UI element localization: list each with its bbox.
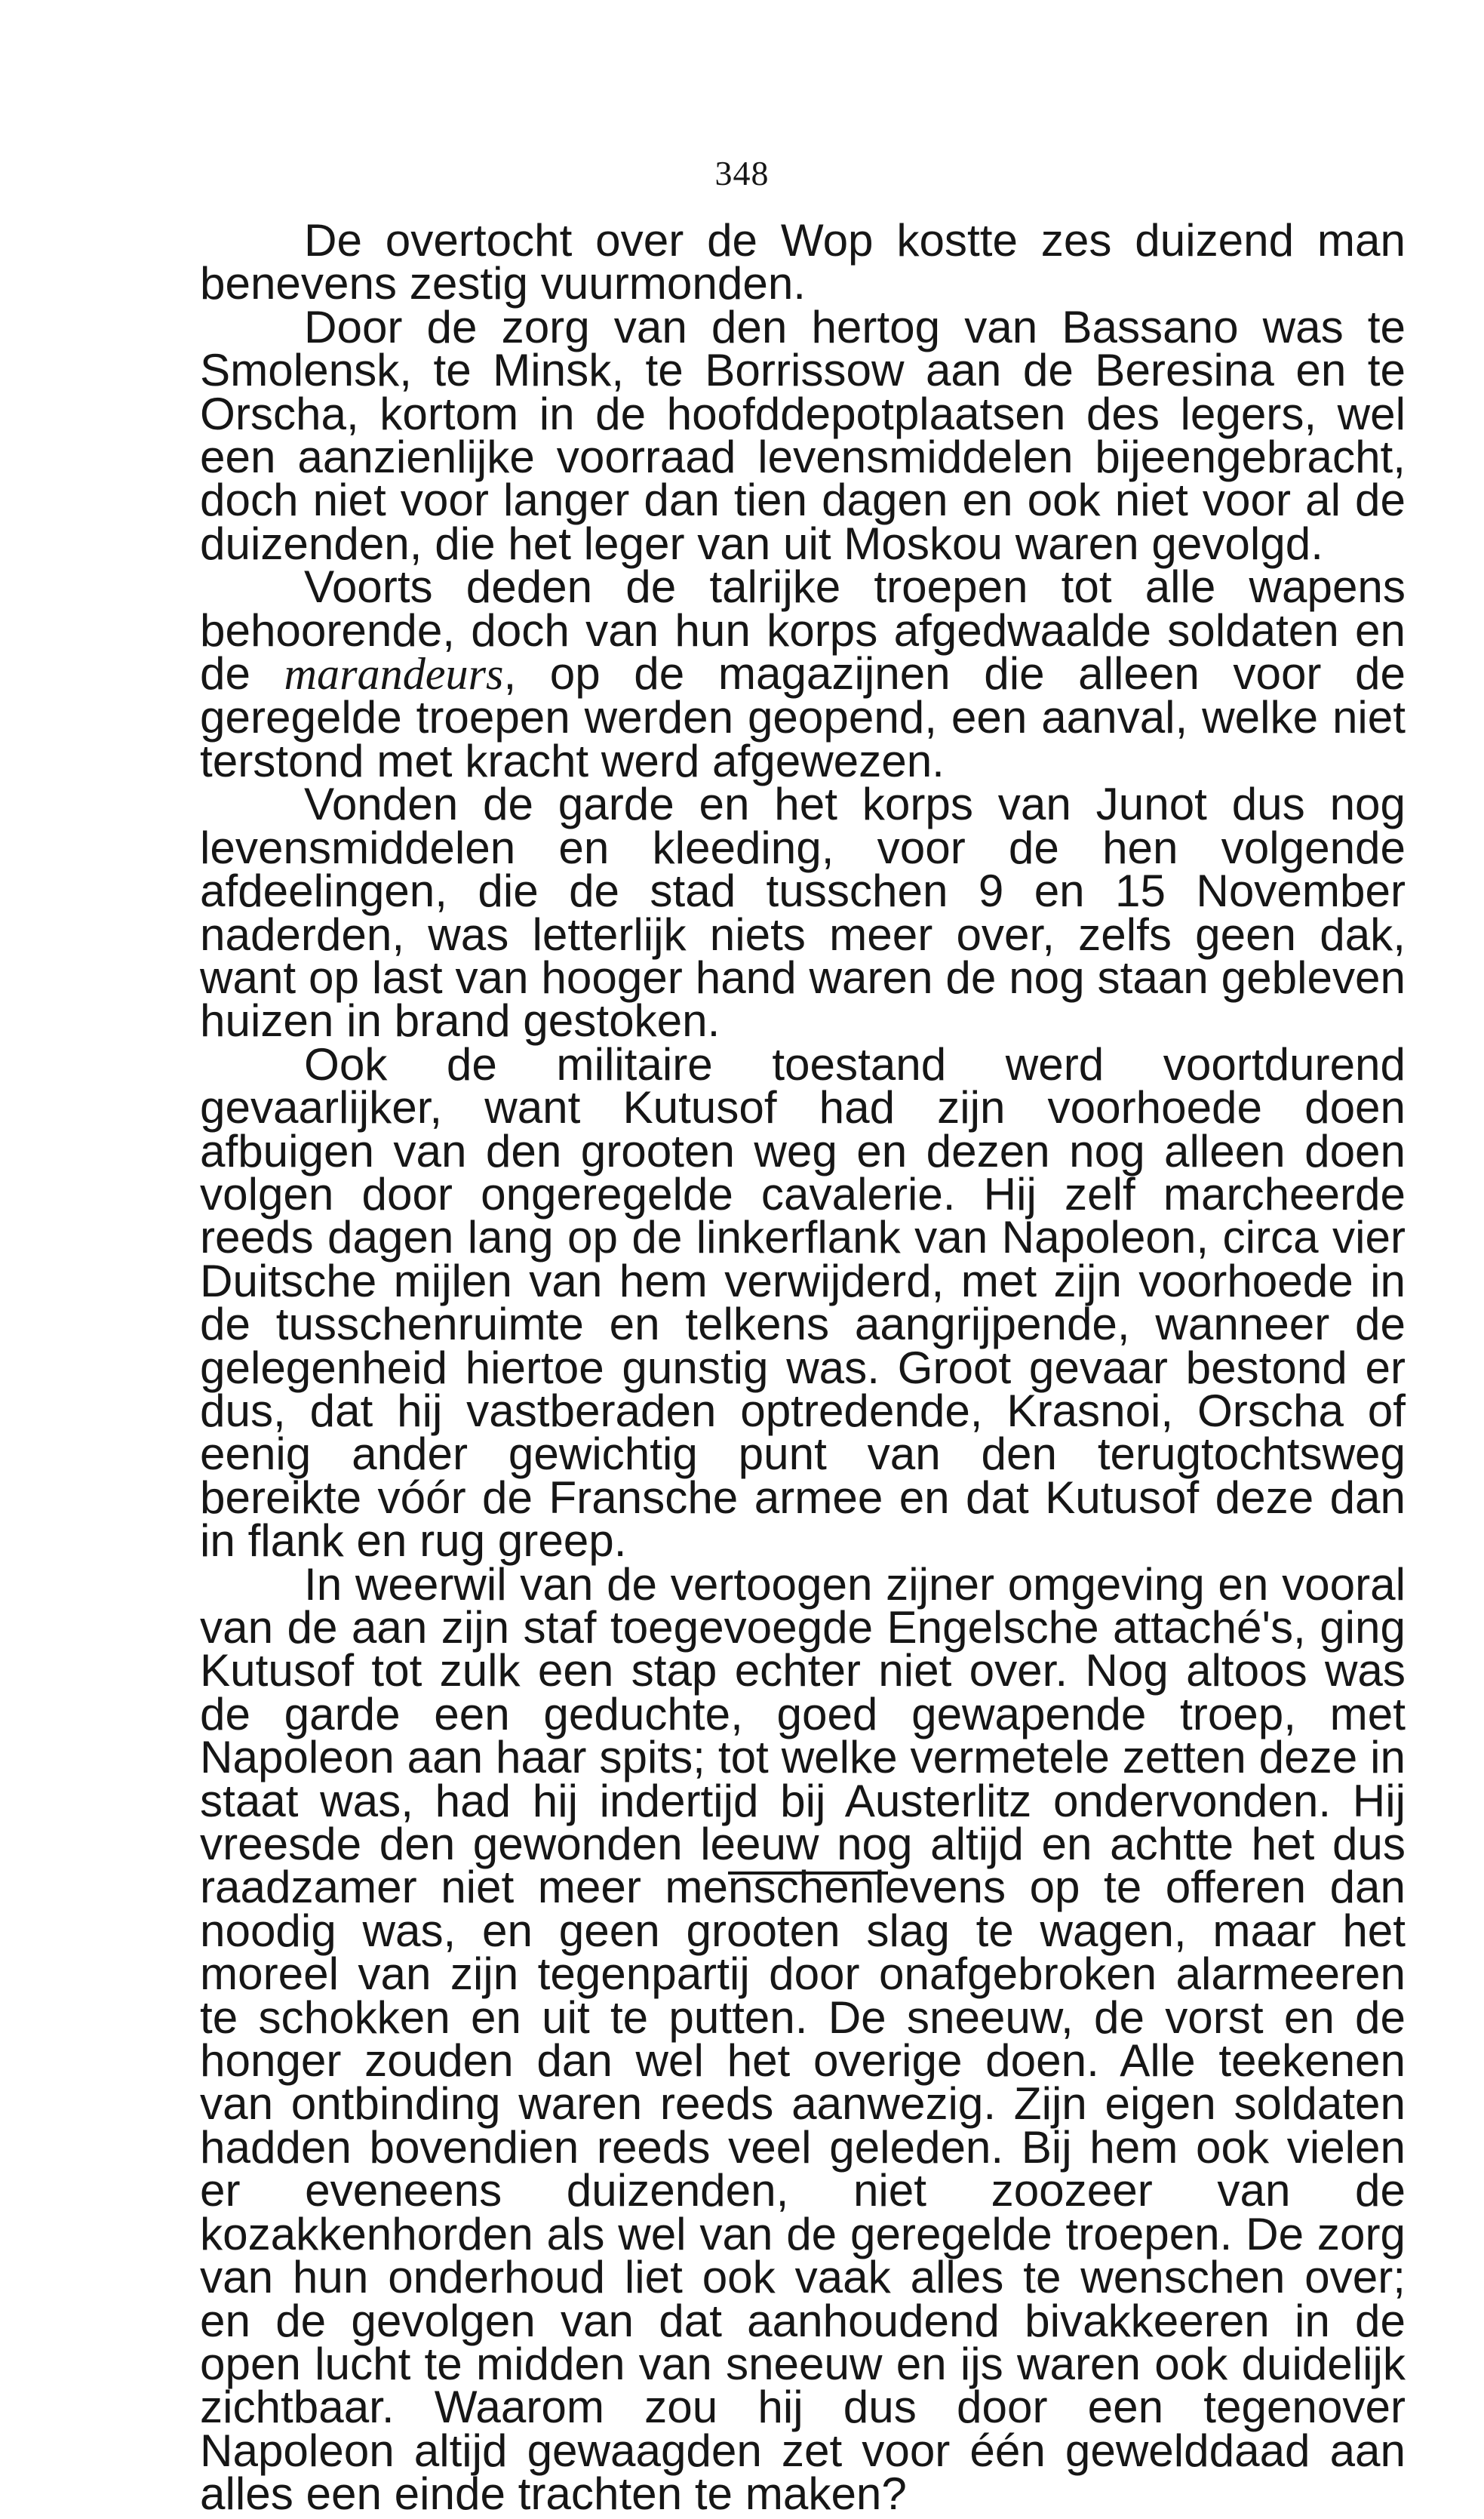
paragraph-2: Door de zorg van den hertog van Bassano was te Smolensk, te Minsk, te Borrissow aan de Beresina en te Orscha, kortom in de hoofddepotplaatsen des legers, wel een aanzienlijke voorraad levensmiddelen bijeengebracht, doch niet voor langer dan tien dagen en ook niet voor al de duizenden, die het leger van uit Moskou waren gevolgd.	[200, 301, 1406, 569]
paragraph-5: Ook de militaire toestand werd voortdurend gevaarlijker, want Kutusof had zijn voorhoede doen afbuigen van den grooten weg en dezen nog alleen doen volgen door ongeregelde cavalerie. Hij zelf marcheerde reeds dagen lang op de linkerflank van Napoleon, circa vier Duitsche mijlen van hem verwijderd, met zijn voorhoede in de tusschenruimte en telkens aangrijpende, wanneer de gelegenheid hiertoe gunstig was. Groot gevaar bestond er dus, dat hij vastberaden optredende, Krasnoi, Orscha of eenig ander gewichtig punt van den terugtochtsweg bereikte vóór de Fransche armee en dat Kutusof deze dan in flank en rug greep.	[200, 1038, 1406, 1567]
paragraph-1: De overtocht over de Wop kostte zes duizend man benevens zestig vuurmonden.	[200, 215, 1406, 309]
paragraph-3-text-before: Voorts deden de talrijke troepen tot alle wapens behoorende, doch van hun korps afgedwaalde soldaten en de	[200, 561, 1406, 700]
page-number: 348	[714, 154, 770, 192]
paragraph-3	[200, 561, 1406, 786]
paragraph-3-text-after: , op de magazijnen die alleen voor de geregelde troepen werden geopend, een aanval, welke niet terstond met kracht werd afgewezen.	[200, 648, 1406, 786]
paragraph-4: Vonden de garde en het korps van Junot dus nog levensmiddelen en kleeding, voor de hen volgende afdeelingen, die de stad tusschen 9 en 15 November naderden, was letterlijk niets meer over, zelfs geen dak, want op last van hooger hand waren de nog staan gebleven huizen in brand gestoken.	[200, 779, 1406, 1047]
italic-term: marandeurs	[284, 649, 504, 700]
end-of-chapter-rule	[728, 1872, 888, 1875]
paragraph-6: In weerwil van de vertoogen zijner omgeving en vooral van de aan zijn staf toegevoegde Engelsche attaché's, ging Kutusof tot zulk een stap echter niet over. Nog altoos was de garde een geduchte, goed gewapende troep, met Napoleon aan haar spits; tot welke vermetele zetten deze in staat was, had hij indertijd bij Austerlitz ondervonden. Hij vreesde den gewonden leeuw nog altijd en achtte het dus raadzamer niet meer menschenlevens op te offeren dan noodig was, en geen grooten slag te wagen, maar het moreel van zijn tegenpartij door onafgebroken alarmeeren te schokken en uit te putten. De sneeuw, de vorst en de honger zouden dan wel het overige doen. Alle teekenen van ontbinding waren reeds aanwezig. Zijn eigen soldaten hadden bovendien reeds veel geleden. Bij hem ook vielen er eveneens duizenden, niet zoozeer van de kozakkenhorden als wel van de geregelde troepen. De zorg van hun onderhoud liet ook vaak alles te wenschen over; en de gevolgen van dat aanhoudend bivakkeeren in de open lucht te midden van sneeuw en ijs waren ook duidelijk zichtbaar. Waarom zou hij dus door een tegenover Napoleon altijd gewaagden zet voor één gewelddaad aan alles een einde trachten te maken?	[200, 1558, 1406, 2519]
body-text	[200, 215, 1406, 2519]
